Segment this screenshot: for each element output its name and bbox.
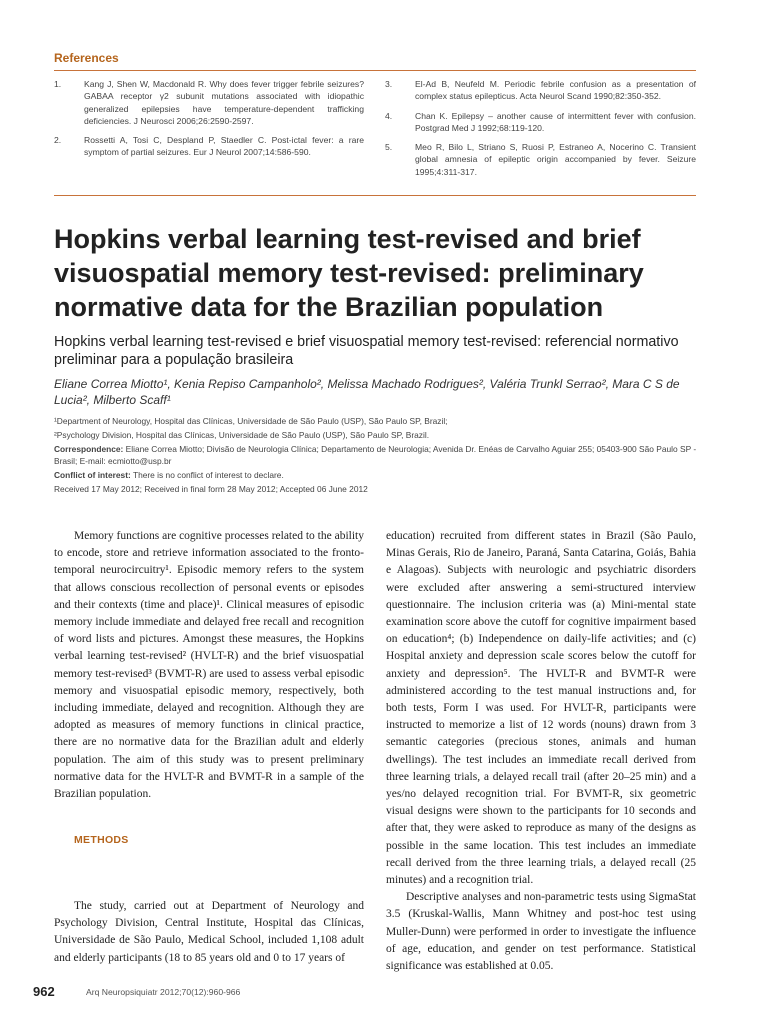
reference-number: 3. [385,79,393,89]
body-right-column [386,528,696,975]
article-subtitle: Hopkins verbal learning test-revised e brief visuospatial memory test-revised: referencial normativo preliminar para a população brasileira [54,334,679,368]
reference-number: 4. [385,110,393,121]
reference-item [385,78,696,103]
reference-item [385,110,696,135]
correspondence-text: Eliane Correa Miotto; Divisão de Neurologia Clínica; Departamento de Neurologia; Avenida Dr. Enéas de Carvalho Aguiar 255; 05403-900 São Paulo SP - Brasil; E-mail: ecmiotto@usp.br [54,444,697,466]
received-dates: Received 17 May 2012; Received in final form 28 May 2012; Accepted 06 June 2012 [54,484,368,494]
reference-text: Kang J, Shen W, Macdonald R. Why does fever trigger febrile seizures? GABAA receptor γ2 subunit mutations associated with idiopathic generalized epilepsies have temperature-dependent trafficking deficiencies. J Neurosci 2006;26:2590-2597. [84,79,364,126]
reference-text: Rossetti A, Tosi C, Despland P, Staedler C. Post-ictal fever: a rare symptom of partial seizures. Eur J Neurol 2007;14:586-590. [84,135,364,158]
conflict-of-interest [54,470,704,482]
correspondence-label: Correspondence: [54,444,124,454]
journal-citation: Arq Neuropsiquiatr 2012;70(12):960-966 [86,987,241,997]
affiliation-1: ¹Department of Neurology, Hospital das Clínicas, Universidade de São Paulo (USP), São Paulo SP, Brazil; [54,416,448,426]
correspondence [54,444,704,467]
reference-text: Meo R, Bilo L, Striano S, Ruosi P, Estraneo A, Nocerino C. Transient global amnesia of epileptic origin accompanied by fever. Seizure 1995;4:311-317. [415,142,696,177]
methods-left-column [54,898,364,967]
reference-number: 1. [54,79,62,89]
article-title: Hopkins verbal learning test-revised and brief visuospatial memory test-revised: preliminary normative data for the Brazilian population [54,224,644,322]
references-right-column [385,78,696,185]
reference-item [385,141,696,178]
conflict-label: Conflict of interest: [54,470,131,480]
methods-paragraph: The study, carried out at Department of Neurology and Psychology Division, Central Institute, Hospital das Clínicas, Universidade de São Paulo, Medical School, included 1,108 adult and elderly participants (18 to 85 years old and 0 to 17 years of [54,900,364,964]
page-number: 962 [33,984,55,999]
reference-number: 5. [385,142,393,153]
statistics-paragraph: Descriptive analyses and non-parametric tests using SigmaStat 3.5 (Kruskal-Wallis, Mann Whitney and post-hoc test using Muller-Dunn) were performed in order to investigate the influence of age, education, and gender on test performance. Statistical significance was established at 0.05. [386,891,696,973]
reference-text: Chan K. Epilepsy – another cause of intermittent fever with confusion. Postgrad Med J 1992;68:119-120. [415,110,696,133]
reference-text: El-Ad B, Neufeld M. Periodic febrile confusion as a presentation of complex status epilepticus. Acta Neurol Scand 1990;82:350-352. [415,79,696,102]
methods-continued-paragraph: education) recruited from different states in Brazil (São Paulo, Minas Gerais, Rio de Janeiro, Paraná, Santa Catarina, Goiás, Bahia e Alagoas). Subjects with neurologic and psychiatric disorders were excluded after answering a semi-structured interview questionnaire. The inclusion criteria was (a) Mini-mental state examination score above the cutoff for cognitive impairment based on education⁴; (b) Independence on daily-life activities; and (c) Hospital anxiety and depression scale scores below the cutoff for anxiety and depression⁵. The HVLT-R and BVMT-R were administered according to the test manual instructions and, for both tests, Form I was used. For HVLT-R, participants were instructed to memorize a list of 12 words (nouns) drawn from 3 semantic categories (precious stones, animals and human dwellings). The test includes an immediate recall derived from three learning trials, a delayed recall trail (after 20–25 min) and a yes/no delayed recognition trial. For BVMT-R, six geometric visual designs were shown to the participants for 10 seconds and after that, they were asked to reproduce as many of the designs as possible in the same location. This test includes an immediate recall derived from the three learning trials, a delayed recall (25 minutes) and a recognition trial. [386,530,696,887]
affiliation-2: ²Psychology Division, Hospital das Clínicas, Universidade de São Paulo (USP), São Paulo SP, Brazil. [54,430,430,440]
conflict-text: There is no conflict of interest to declare. [130,470,284,480]
section-divider [54,195,696,196]
references-left-column [54,78,364,166]
references-top-rule [54,70,696,71]
reference-number: 2. [54,135,62,146]
article-authors: Eliane Correa Miotto¹, Kenia Repiso Campanholo², Melissa Machado Rodrigues², Valéria Trunkl Serrao², Mara C S de Lucia², Milberto Scaff¹ [54,377,680,407]
references-heading: References [54,51,119,65]
reference-item [54,78,364,127]
reference-item [54,134,364,159]
intro-paragraph: Memory functions are cognitive processes related to the ability to encode, store and retrieve information associated to the fronto-temporal neurocircuitry¹. Episodic memory refers to the system that allows conscious recollection of personal events or episodes and their contexts (time and place)¹. Clinical measures of episodic memory include immediate and delayed free recall and recognition of word lists and pictures. Amongst these measures, the Hopkins verbal learning test-revised² (HVLT-R) and the brief visuospatial memory test-revised³ (BVMT-R) are used to assess verbal episodic memory and visuospatial episodic memory, respectively, both including immediate, delayed and recognition. Although they are adopted as measures of memory functions in clinical practice, there are no normative data for the Brazilian adult and elderly population. The aim of this study was to present preliminary normative data for the HVLT-R and BVMT-R in a sample of the Brazilian population. [54,530,364,801]
methods-heading: METHODS [74,834,129,846]
body-left-column [54,528,364,803]
